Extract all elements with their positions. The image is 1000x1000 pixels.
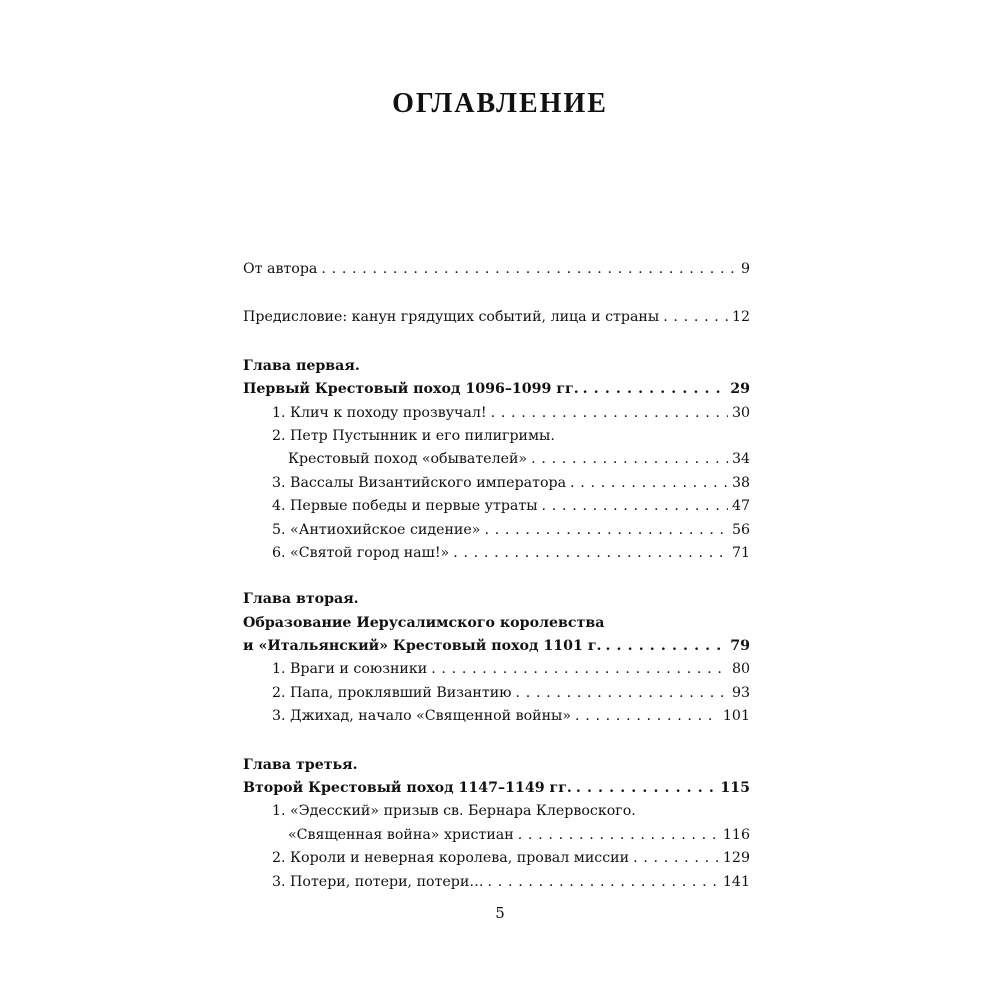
toc-subentry [243,402,750,425]
toc-entry-text: «Священная война» христиан [288,826,514,843]
toc-entry-text: 2. Короли и неверная королева, провал миссии [272,850,630,867]
dot-leader [575,705,719,728]
chapter-title: Образование Иерусалимского королевства [243,614,605,631]
toc-subentry [243,824,750,847]
page-title: ОГЛАВЛЕНИЕ [392,88,608,119]
chapter-title-line [243,378,750,401]
toc-page-number: 129 [722,850,750,867]
dot-leader [453,542,728,565]
toc-entry-text: Предисловие: канун грядущих событий, лица и страны [243,309,660,326]
toc-entry-text: 1. Клич к походу прозвучал! [272,404,487,421]
toc-entry-text: От автора [243,261,318,277]
toc-subentry [243,682,750,705]
toc-subentry [243,472,750,495]
dot-leader [633,847,719,870]
dot-leader [321,258,737,281]
toc-page-number: 38 [731,474,750,491]
toc-subentry-first-line: 2. Петр Пустынник и его пилигримы. [272,427,555,444]
dot-leader [518,824,719,847]
dot-leader [491,402,728,425]
toc-page-number: 93 [731,684,750,701]
page-number: 5 [495,904,505,922]
toc-entry-text: 6. «Святой город наш!» [272,544,450,561]
toc-page-number: 56 [731,521,750,538]
dot-leader [583,378,727,401]
toc-page-number: 12 [731,309,750,326]
dot-leader [484,519,727,542]
toc-page-number: 141 [722,873,750,890]
toc-page-number: 30 [731,404,750,421]
toc-subentry [243,847,750,870]
dot-leader [570,472,728,495]
dot-leader [605,635,726,658]
dot-leader [663,306,728,329]
chapter-title: и «Итальянский» Крестовый поход 1101 г. [243,638,602,655]
dot-leader [576,777,716,800]
chapter-label: Глава первая. [243,357,360,374]
toc-page-number: 34 [731,451,750,468]
toc-page-number: 9 [740,261,750,277]
chapter-title-line [243,777,750,800]
toc-page-number: 101 [722,708,750,725]
toc-entry-text: 1. Враги и союзники [272,661,428,678]
toc-subentry [243,871,750,894]
toc-entry-text: 3. Вассалы Византийского императора [272,474,567,491]
chapter-label: Глава вторая. [243,591,359,608]
chapter-label: Глава третья. [243,756,358,773]
toc-page-number: 47 [731,498,750,515]
dot-leader [431,658,728,681]
toc-page-number: 115 [720,780,750,797]
toc-page-number: 116 [722,826,750,843]
toc-page-number: 71 [731,544,750,561]
toc-entry-text: 3. Джихад, начало «Священной войны» [272,708,572,725]
dot-leader [542,495,728,518]
table-of-contents [243,258,750,894]
toc-entry-text: 5. «Антиохийское сидение» [272,521,481,538]
toc-subentry [243,519,750,542]
toc-entry-text: 3. Потери, потери, потери… [272,873,484,890]
toc-subentry [243,658,750,681]
dot-leader [531,448,728,471]
toc-entry-text: 2. Папа, проклявший Византию [272,684,512,701]
toc-page-number: 29 [730,381,750,398]
toc-entry-text: 4. Первые победы и первые утраты [272,498,538,515]
toc-subentry [243,705,750,728]
toc-subentry [243,495,750,518]
toc-page-number: 80 [731,661,750,678]
chapter-title: Первый Крестовый поход 1096–1099 гг. [243,381,579,398]
dot-leader [516,682,728,705]
chapter-title: Второй Крестовый поход 1147–1149 гг. [243,780,572,797]
toc-subentry [243,542,750,565]
toc-entry-author [243,258,750,281]
toc-subentry-first-line: 1. «Эдесский» призыв св. Бернара Клервоского. [272,803,636,820]
toc-page-number: 79 [730,638,750,655]
toc-entry-preface [243,306,750,329]
toc-subentry [243,448,750,471]
toc-entry-text: Крестовый поход «обывателей» [288,451,528,468]
chapter-title-line [243,635,750,658]
dot-leader [488,871,719,894]
